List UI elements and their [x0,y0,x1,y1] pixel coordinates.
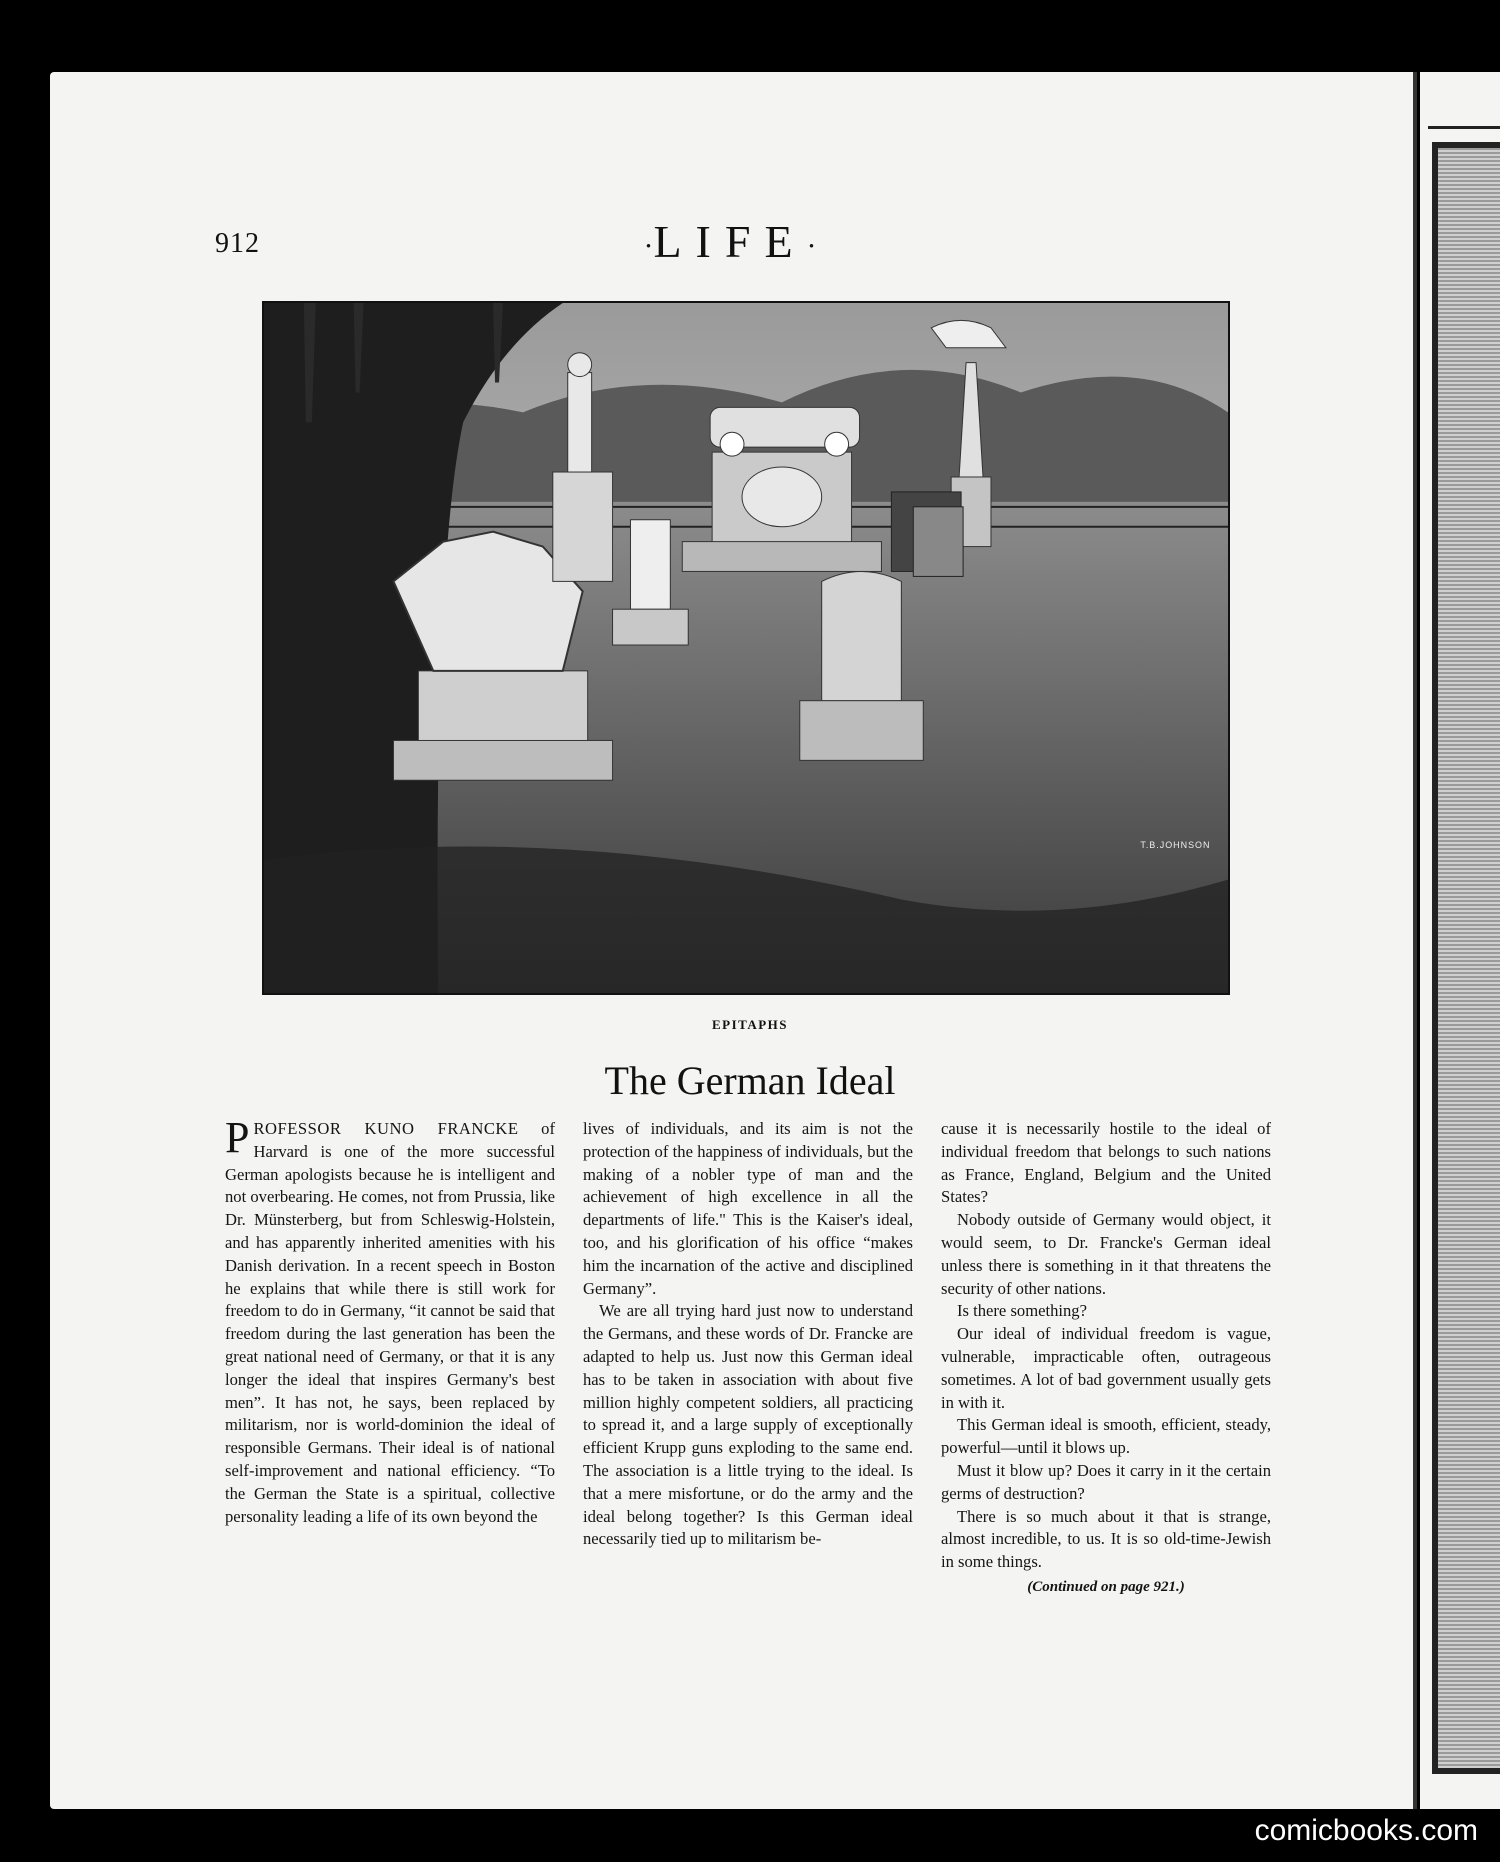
masthead-title: LIFE [653,216,807,267]
adjacent-page-edge [1420,72,1500,1809]
col3-paragraph-5: This German ideal is smooth, efficient, steady, powerful—until it blows up. [941,1415,1271,1458]
coin-stack-monument [891,492,963,577]
article-column-1 [225,1113,555,1528]
article-column-3 [941,1118,1271,1599]
col2-paragraph-1: lives of individuals, and its aim is not the protection of the happiness of individuals, but the making of a nobler type of man and the achievement of high excellence in all the departments of life." This is the Kaiser's ideal, too, and his glorification of his office “makes him the incarnation of the active and disciplined Germany”. [583,1119,913,1298]
col3-paragraph-2: Nobody outside of Germany would object, it would seem, to Dr. Francke's German ideal unless there is something in it that threatens the security of other nations. [941,1210,1271,1298]
adjacent-page-frame [1432,142,1500,1774]
masthead-dot-left: · [643,229,654,263]
adjacent-page-rule [1428,126,1500,129]
illustration-caption: EPITAPHS [711,1017,789,1032]
automobile-monument [682,407,881,571]
col3-paragraph-7: There is so much about it that is strange, almost incredible, to us. It is so old-time-Jewish in some things. [941,1506,1271,1572]
col2-paragraph-2: We are all trying hard just now to understand the Germans, and these words of Dr. Francke are adapted to help us. Just now this German ideal has to be taken in association with about five million highly competent soldiers, all practicing to spread it, and a large supply of exceptionally efficient Krupp guns exploding to the same end. The association is a little trying to the ideal. Is that a mere misfortune, or do the army and the ideal belong together? Is this German ideal necessarily tied up to militarism be- [583,1301,913,1549]
masthead-dot-right: · [806,229,817,263]
continued-note: (Continued on page 921.) [1027,1578,1185,1595]
lead-caps: ROFESSOR KUNO FRANCKE [253,1119,519,1138]
page-number: 912 [215,228,260,259]
artist-signature: T.B.JOHNSON [1140,839,1211,850]
page-gutter [1413,72,1417,1809]
col1-paragraph-1-text: of Harvard is one of the more successful German apologists because he is intelligent and not overbearing. He comes, not from Prussia, like Dr. Münsterberg, but from Schleswig-Holstein, and has apparently inherited amenities with his Danish derivation. In a recent speech in Boston he explains that while there is still work for freedom to do in Germany, “it cannot be said that freedom during the last generation has been the great national need of Germany, or that it is any longer the ideal that inspires Germany's best men”. It has not, he says, been replaced by militarism, nor is world-dominion the ideal of responsible Germans. Their ideal is of national self-improvement and national efficiency. “To the German the State is a spiritual, collective personality leading a life of its own beyond the [225,1119,555,1526]
col3-paragraph-4: Our ideal of individual freedom is vague, vulnerable, impracticable often, outrageous sometimes. A lot of bad government usually gets in with it. [941,1324,1271,1412]
col1-paragraph-1 [225,1113,555,1528]
illustration-epitaphs [262,301,1230,995]
drop-cap: P [225,1113,250,1162]
watermark: comicbooks.com [1254,1814,1478,1847]
col3-paragraph-1: cause it is necessarily hostile to the ideal of individual freedom that belongs to such nations as France, England, Belgium and the United States? [941,1119,1271,1207]
article-column-2 [583,1118,913,1551]
col3-paragraph-6: Must it blow up? Does it carry in it the certain germs of destruction? [941,1460,1271,1503]
masthead [600,215,860,268]
cemetery-drawing [264,303,1228,993]
article-title: The German Ideal [604,1058,896,1103]
col3-paragraph-3: Is there something? [957,1301,1087,1321]
